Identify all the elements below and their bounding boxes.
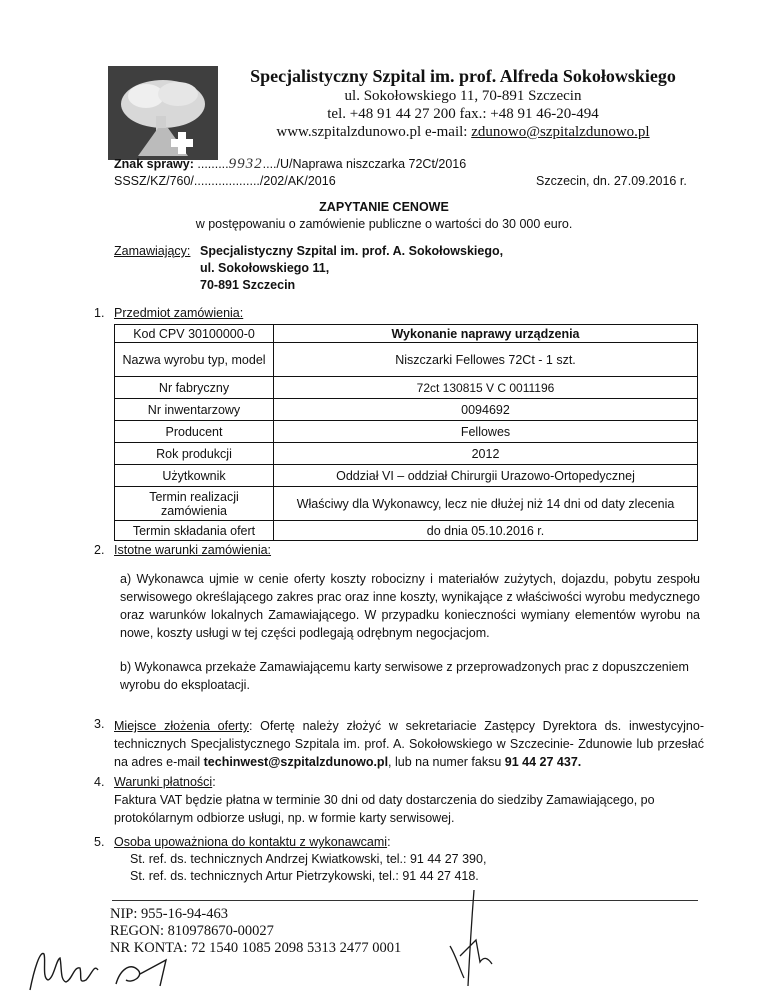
contact-1: St. ref. ds. technicznych Andrzej Kwiatkowski, tel.: 91 44 27 390, — [130, 852, 487, 866]
case-number-label: Znak sprawy: — [114, 157, 198, 171]
section-5-heading: Osoba upoważniona do kontaktu z wykonawcami: — [114, 835, 391, 849]
table-row — [115, 421, 698, 443]
document-title: ZAPYTANIE CENOWE — [319, 200, 449, 214]
hospital-address: ul. Sokołowskiego 11, 70-891 Szczecin — [344, 88, 582, 104]
document-subtitle: w postępowaniu o zamówienie publiczne o wartości do 30 000 euro. — [195, 217, 573, 231]
case-number-suffix: ..../U/Naprawa niszczarka 72Ct/2016 — [262, 157, 467, 171]
hospital-email-link[interactable]: zdunowo@szpitalzdunowo.pl — [471, 124, 650, 140]
buyer-label: Zamawiający: — [114, 244, 191, 258]
footer-account: NR KONTA: 72 1540 1085 2098 5313 2477 0001 — [110, 940, 402, 956]
table-label: Nr fabryczny — [115, 377, 274, 399]
section-2-number: 2. — [94, 543, 105, 557]
subject-table — [114, 324, 698, 541]
buyer-line-1: Specjalistyczny Szpital im. prof. A. Sokołowskiego, — [200, 244, 504, 258]
table-value: 0094692 — [274, 399, 698, 421]
table-row — [115, 399, 698, 421]
table-value: do dnia 05.10.2016 r. — [274, 521, 698, 541]
table-label: Nr inwentarzowy — [115, 399, 274, 421]
table-row — [115, 325, 698, 343]
sssz-suffix: /202/AK/2016 — [259, 174, 336, 188]
buyer-line-3: 70-891 Szczecin — [200, 278, 296, 292]
buyer-line-2: ul. Sokołowskiego 11, — [200, 261, 330, 275]
signature-right-icon — [430, 886, 500, 992]
table-value: Oddział VI – oddział Chirurgii Urazowo-Ortopedycznej — [274, 465, 698, 487]
section-3-fax: 91 44 27 437. — [504, 755, 582, 769]
table-label: Termin składania ofert — [115, 521, 274, 541]
section-3-title: Miejsce złożenia oferty — [114, 719, 249, 733]
table-row — [115, 465, 698, 487]
section-5-number: 5. — [94, 835, 105, 849]
section-5-title: Osoba upoważniona do kontaktu z wykonawcami — [114, 835, 388, 849]
section-3-number: 3. — [94, 717, 105, 731]
hospital-logo-icon — [108, 66, 218, 160]
table-row — [115, 377, 698, 399]
table-value: 2012 — [274, 443, 698, 465]
case-number-dots: ......... — [197, 157, 229, 171]
table-row — [115, 343, 698, 377]
table-label: Rok produkcji — [115, 443, 274, 465]
section-3-body: : Ofertę należy złożyć w sekretariacie Zastępcy Dyrektora ds. inwestycyjno-technicznych Specjalistycznego Szpitala im. prof. A. Sokołowskiego w Szczecinie- Zdunowie lub przesłać na adres e-mail — [114, 719, 704, 769]
section-4-heading: Warunki płatności: — [114, 775, 216, 789]
table-label: Producent — [115, 421, 274, 443]
hospital-name: Specjalistyczny Szpital im. prof. Alfreda Sokołowskiego — [250, 66, 676, 86]
section-3-mid: , lub na numer faksu — [388, 755, 505, 769]
section-4-text: Faktura VAT będzie płatna w terminie 30 dni od daty dostarczenia do siedziby Zamawiającego, po protokólarnym odbiorze usługi, np. w formie karty serwisowej. — [114, 793, 655, 825]
hospital-web-email — [228, 124, 698, 141]
table-value: Właściwy dla Wykonawcy, lecz nie dłużej niż 14 dni od daty zlecenia — [274, 487, 698, 521]
table-row — [115, 443, 698, 465]
footer-divider — [112, 900, 698, 901]
table-label: Użytkownik — [115, 465, 274, 487]
document-date: Szczecin, dn. 27.09.2016 r. — [536, 174, 687, 188]
section-3-email-link[interactable]: techinwest@szpitalzdunowo.pl — [203, 755, 389, 769]
case-number — [114, 156, 466, 173]
sssz-number — [114, 174, 336, 188]
case-number-handwritten: 9932 — [228, 156, 263, 172]
section-2-paragraph-b: b) Wykonawca przekaże Zamawiającemu karty serwisowe z przeprowadzonych prac z dopuszczeniem wyrobu do eksploatacji. — [120, 660, 689, 692]
table-label: Termin realizacji zamówienia — [115, 487, 274, 521]
footer-nip: NIP: 955-16-94-463 — [110, 906, 229, 922]
table-label: Nazwa wyrobu typ, model — [115, 343, 274, 377]
section-1-title: Przedmiot zamówienia: — [114, 306, 244, 320]
table-row — [115, 521, 698, 541]
section-4-title: Warunki płatności — [114, 775, 213, 789]
hospital-phone-fax: tel. +48 91 44 27 200 fax.: +48 91 46-20-494 — [327, 106, 599, 122]
sssz-prefix: SSSZ/KZ/760/ — [114, 174, 194, 188]
section-3-text — [114, 717, 704, 771]
section-1-number: 1. — [94, 306, 105, 320]
signature-left-icon — [20, 940, 200, 994]
table-value: Niszczarki Fellowes 72Ct - 1 szt. — [274, 343, 698, 377]
table-row — [115, 487, 698, 521]
section-2-title: Istotne warunki zamówienia: — [114, 543, 272, 557]
table-value: Fellowes — [274, 421, 698, 443]
sssz-dots: ................... — [193, 174, 260, 188]
table-label: Kod CPV 30100000-0 — [115, 325, 274, 343]
footer-regon: REGON: 810978670-00027 — [110, 923, 274, 939]
contact-2: St. ref. ds. technicznych Artur Pietrzykowski, tel.: 91 44 27 418. — [130, 869, 479, 883]
table-value: Wykonanie naprawy urządzenia — [274, 325, 698, 343]
section-2-paragraph-a: a) Wykonawca ujmie w cenie oferty koszty robocizny i materiałów zużytych, dojazdu, pobytu zespołu serwisowego określającego zakres prac oraz inne koszty, wynikające z właściwości wyrobu medycznego oraz warunków lokalnych Zamawiającego. W przypadku konieczności wymiany elementów wyrobu na nowe, koszty usługi w tej części podlegają odrębnym negocjacjom. — [120, 572, 700, 640]
section-4-number: 4. — [94, 775, 105, 789]
hospital-web: www.szpitalzdunowo.pl e-mail: — [276, 124, 472, 140]
table-value: 72ct 130815 V C 0011196 — [274, 377, 698, 399]
